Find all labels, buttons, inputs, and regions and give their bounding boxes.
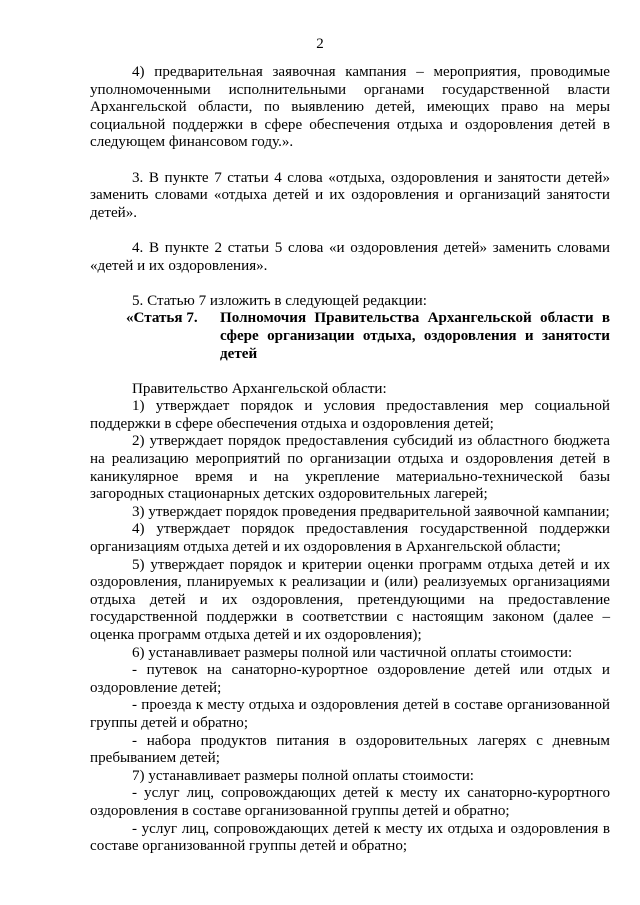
paragraph: 7) устанавливает размеры полной оплаты стоимости:	[132, 767, 474, 784]
list-item: - набора продуктов питания в оздоровительных лагерях с дневным пребыванием детей;	[90, 732, 610, 767]
paragraph: 6) устанавливает размеры полной или частичной оплаты стоимости:	[132, 644, 573, 661]
paragraph: 5. Статью 7 изложить в следующей редакции:	[132, 292, 427, 309]
paragraph: 2) утверждает порядок предоставления субсидий из областного бюджета на реализацию мероприятий по организации отдыха и оздоровления детей в каникулярное время и на укрепление материально-технической базы загородных стационарных детских оздоровительных лагерей;	[90, 433, 610, 503]
page-number: 2	[316, 36, 324, 52]
paragraph: 5) утверждает порядок и критерии оценки программ отдыха детей и их оздоровления, планируемых к реализации и (или) реализуемых организациями отдыха детей и их оздоровления, претендующими на предоставление государственной поддержки в соответствии с настоящим законом (далее – оценка программ отдыха детей и их оздоровления);	[90, 556, 610, 643]
paragraph: 4. В пункте 2 статьи 5 слова «и оздоровления детей» заменить словами «детей и их оздоровления».	[90, 239, 610, 274]
document-body	[90, 64, 610, 856]
paragraph: 3. В пункте 7 статьи 4 слова «отдыха, оздоровления и занятости детей» заменить словами «отдыха детей и их оздоровления и организаций занятости детей».	[90, 169, 610, 221]
paragraph: 4) предварительная заявочная кампания – мероприятия, проводимые уполномоченными исполнительными органами государственной власти Архангельской области, по выявлению детей, имеющих право на меры социальной поддержки в сфере обеспечения отдыха и оздоровления детей в следующем финансовом году.».	[90, 64, 610, 151]
paragraph: 1) утверждает порядок и условия предоставления мер социальной поддержки в сфере обеспечения отдыха и оздоровления детей;	[90, 398, 610, 432]
paragraph: Правительство Архангельской области:	[132, 380, 387, 397]
list-item: - услуг лиц, сопровождающих детей к месту их отдыха и оздоровления в составе организованной группы детей и обратно;	[90, 820, 610, 855]
article-label: «Статья 7.	[126, 310, 198, 327]
list-item: - услуг лиц, сопровождающих детей к месту их санаторно-курортного оздоровления в составе организованной группы детей и обратно;	[90, 785, 610, 819]
article-heading	[90, 310, 610, 363]
list-item: - путевок на санаторно-курортное оздоровление детей или отдых и оздоровление детей;	[90, 662, 610, 696]
list-item: - проезда к месту отдыха и оздоровления детей в составе организованной группы детей и обратно;	[90, 697, 610, 731]
paragraph: 3) утверждает порядок проведения предварительной заявочной кампании;	[132, 503, 610, 520]
paragraph: 4) утверждает порядок предоставления государственной поддержки организациям отдыха детей и их оздоровления в Архангельской области;	[90, 521, 610, 556]
article-title: Полномочия Правительства Архангельской области в сфере организации отдыха, оздоровления и занятости детей	[220, 310, 610, 362]
